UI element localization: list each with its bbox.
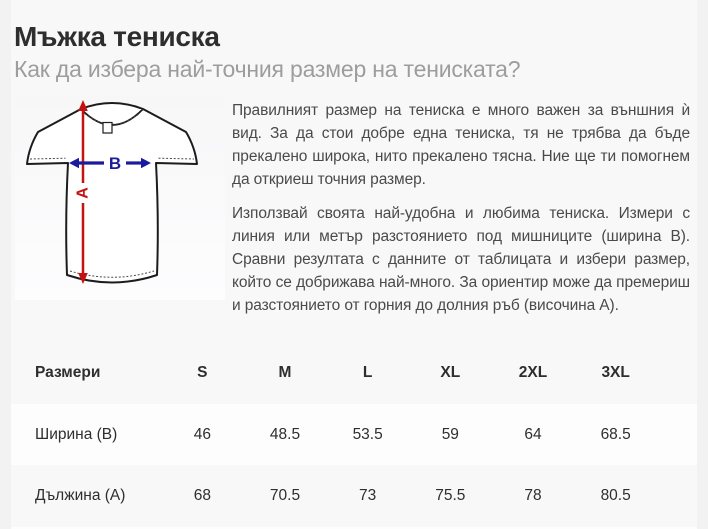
cell-value: 78 xyxy=(524,487,542,504)
width-label: B xyxy=(108,154,122,173)
header-cell-2xl: 2XL xyxy=(518,364,548,381)
header-cell-l: L xyxy=(362,364,373,381)
cell-value: 64 xyxy=(524,425,542,443)
cell-value: 53.5 xyxy=(352,425,383,443)
intro-section xyxy=(11,95,697,317)
cell-value: 73 xyxy=(359,487,377,504)
cell-value: 75.5 xyxy=(435,487,466,504)
table-header-row xyxy=(11,342,697,404)
header-cell-s: S xyxy=(197,364,208,381)
table-row-width xyxy=(11,404,697,465)
cell-value: 80.5 xyxy=(600,487,631,504)
header-cell-xl: XL xyxy=(440,364,461,381)
cell-value: 68.5 xyxy=(600,425,631,443)
cell-value: 59 xyxy=(441,425,459,443)
cell-value: 46 xyxy=(193,425,211,443)
height-arrowhead-top xyxy=(78,100,88,111)
intro-text xyxy=(225,95,697,317)
intro-paragraph-1: Правилният размер на тениска е много важен за външния ѝ вид. За да стои добре една тениска, тя не трябва да бъде прекалено широка, нито прекалено тясна. Ние ще ти помогнем да откриеш точния размер. xyxy=(232,102,690,188)
table-row-length xyxy=(11,465,697,527)
size-guide-figure xyxy=(15,95,225,300)
height-label: A xyxy=(74,187,92,199)
collar-tag xyxy=(103,123,112,134)
page-header xyxy=(11,0,697,84)
header-cell-3xl: 3XL xyxy=(601,364,630,381)
size-table xyxy=(11,342,697,527)
cell-value: 48.5 xyxy=(269,425,301,443)
cell-value: 68 xyxy=(193,487,211,504)
header-cell-sizes: Размери xyxy=(35,364,101,381)
page-title: Мъжка тениска xyxy=(14,21,220,52)
intro-paragraph-2: Използвай своята най-удобна и любима тениска. Измери с линия или метър разстоянието под мишниците (ширина B). Сравни резултата с данните от таблицата и избери размер, който се добрижава най-много. За ориентир може да премериш и разстоянието от горния до долния ръб (височина A). xyxy=(232,205,690,314)
header-cell-m: M xyxy=(278,364,292,381)
row-label: Ширина (B) xyxy=(35,425,118,443)
page-subtitle: Как да избера най-точния размер на тениската? xyxy=(14,56,521,82)
cell-value: 70.5 xyxy=(269,487,301,504)
size-guide-card xyxy=(11,0,697,529)
row-label: Дължина (A) xyxy=(35,487,126,504)
tshirt-diagram-icon xyxy=(15,95,225,300)
